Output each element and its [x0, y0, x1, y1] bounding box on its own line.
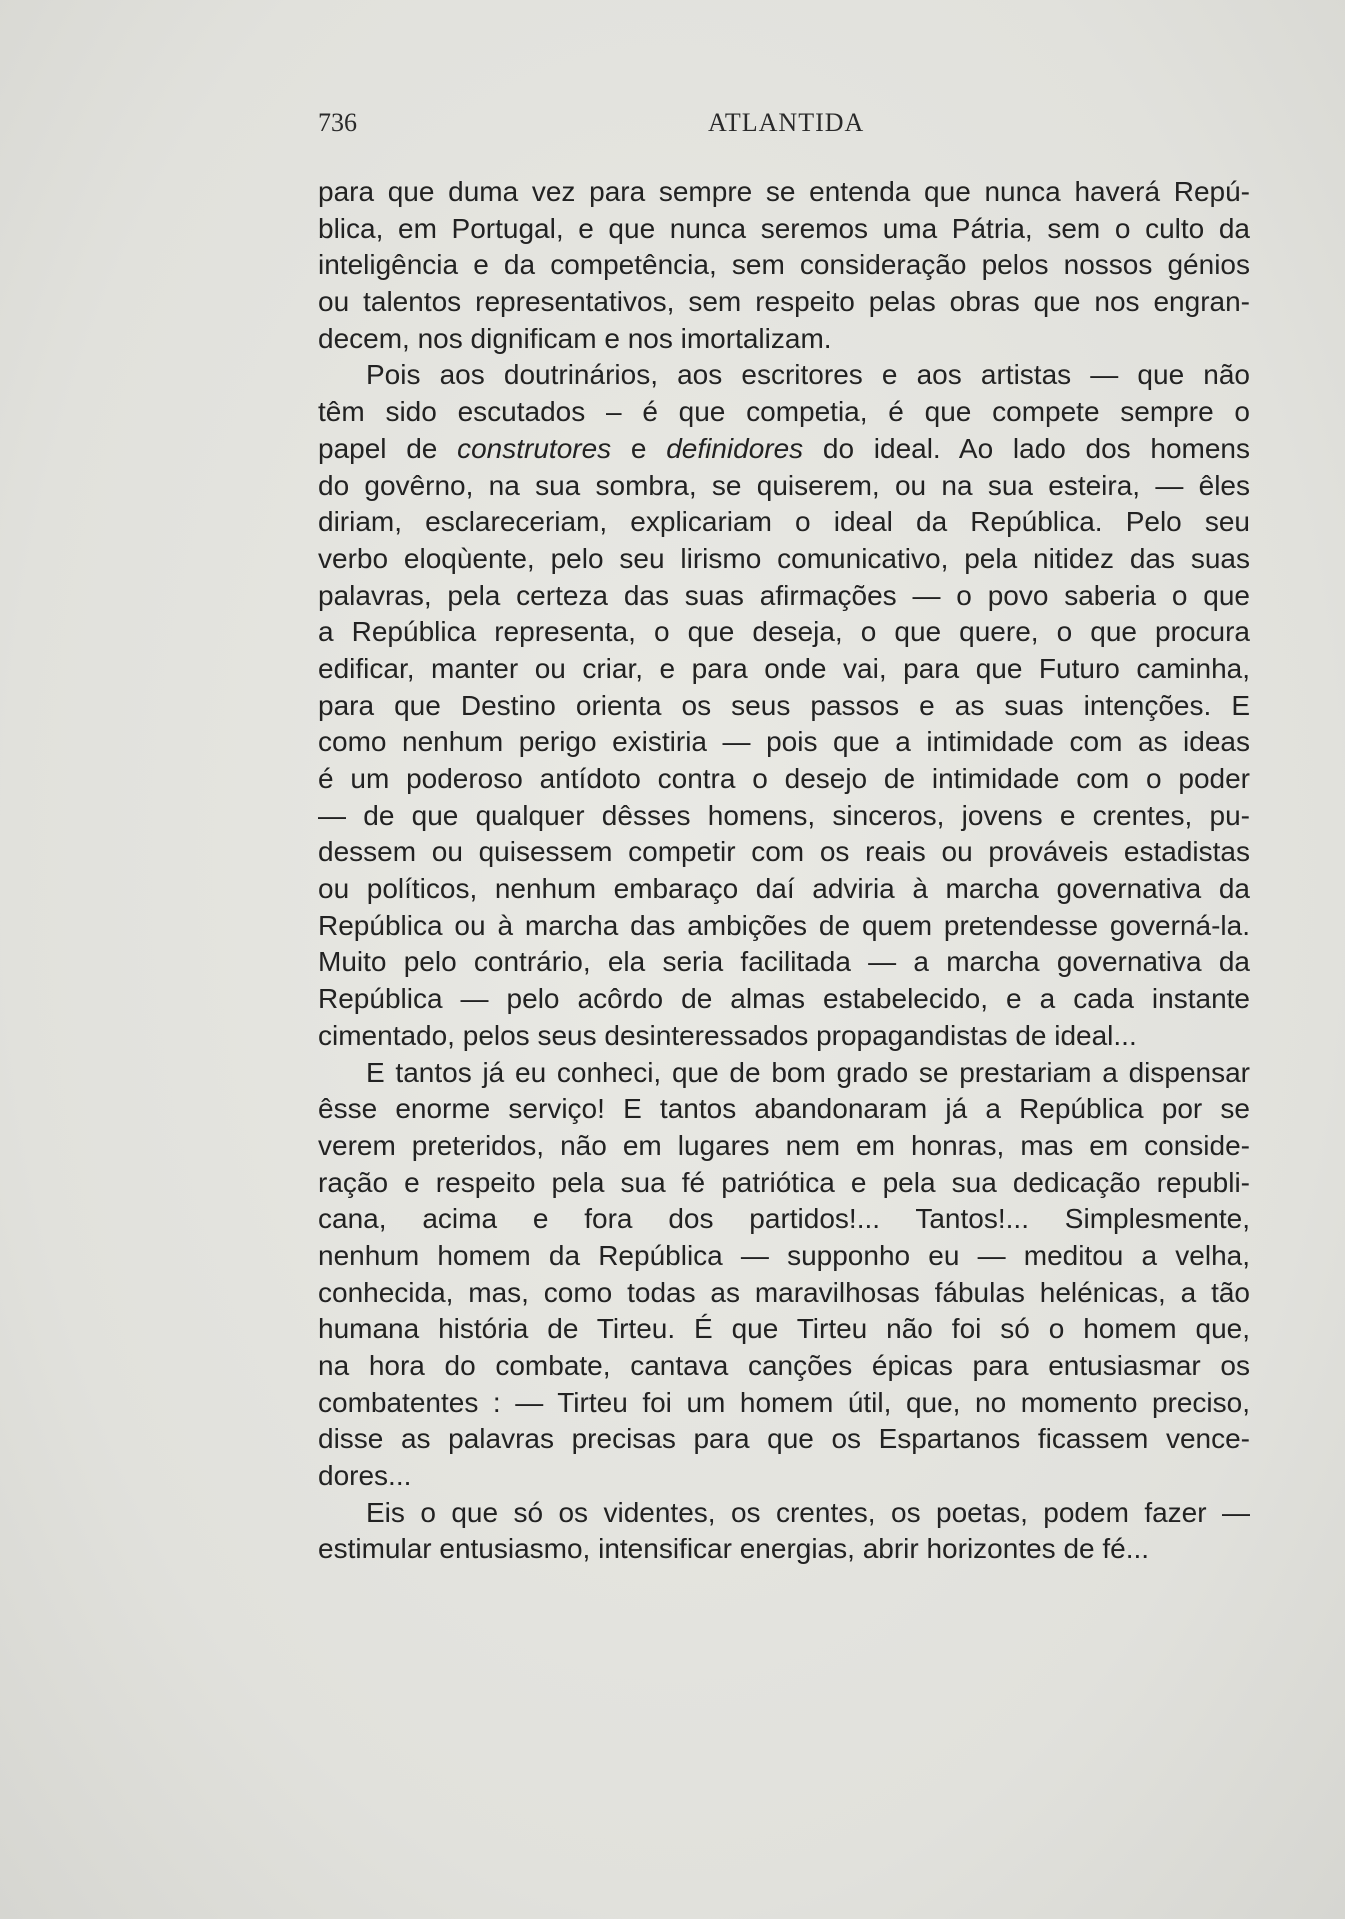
- text-line: Pois aos doutrinários, aos escritores e aos artistas — que não: [366, 359, 1250, 391]
- text-line: dores...: [318, 1460, 412, 1492]
- text-line: blica, em Portugal, e que nunca seremos uma Pátria, sem o culto da: [318, 212, 1250, 244]
- running-title: ATLANTIDA: [708, 108, 865, 137]
- page-number: 736: [318, 108, 357, 137]
- text-line: êsse enorme serviço! E tantos abandonaram já a República por se: [318, 1093, 1250, 1125]
- text-line: — de que qualquer dêsses homens, sinceros, jovens e crentes, pu-: [318, 799, 1250, 831]
- text-line: combatentes : — Tirteu foi um homem útil, que, no momento preciso,: [318, 1386, 1250, 1418]
- text-line: é um poderoso antídoto contra o desejo de intimidade com o poder: [318, 763, 1250, 794]
- text-line: humana história de Tirteu. É que Tirteu não foi só o homem que,: [318, 1313, 1250, 1345]
- text-line: República — pelo acôrdo de almas estabelecido, e a cada instante: [318, 983, 1250, 1015]
- text-line: ração e respeito pela sua fé patriótica e pela sua dedicação republi-: [318, 1166, 1250, 1198]
- body-text: [318, 174, 1250, 1568]
- text-line: papel de construtores e definidores do ideal. Ao lado dos homens: [318, 432, 1250, 464]
- paragraph: [318, 1495, 1250, 1568]
- paragraph: [318, 1055, 1250, 1495]
- text-line: estimular entusiasmo, intensificar energias, abrir horizontes de fé...: [318, 1533, 1150, 1565]
- paragraph: [318, 174, 1250, 357]
- text-line: República ou à marcha das ambições de quem pretendesse governá-la.: [318, 909, 1250, 941]
- text-line: inteligência e da competência, sem consideração pelos nossos génios: [318, 249, 1250, 281]
- text-line: Muito pelo contrário, ela seria facilitada — a marcha governativa da: [318, 946, 1250, 978]
- text-line: palavras, pela certeza das suas afirmações — o povo saberia o que: [318, 579, 1250, 611]
- paragraph: [318, 357, 1250, 1054]
- text-line: têm sido escutados – é que competia, é que compete sempre o: [318, 396, 1250, 428]
- text-line: edificar, manter ou criar, e para onde vai, para que Futuro caminha,: [318, 652, 1250, 684]
- text-line: decem, nos dignificam e nos imortalizam.: [318, 322, 832, 354]
- text-line: conhecida, mas, como todas as maravilhosas fábulas helénicas, a tão: [318, 1276, 1250, 1308]
- text-line: dessem ou quisessem competir com os reais ou prováveis estadistas: [318, 836, 1250, 868]
- text-line: cimentado, pelos seus desinteressados propagandistas de ideal...: [318, 1019, 1137, 1051]
- text-line: a República representa, o que deseja, o que quere, o que procura: [318, 616, 1250, 648]
- text-line: disse as palavras precisas para que os Espartanos ficassem vence-: [318, 1423, 1250, 1455]
- text-line: como nenhum perigo existiria — pois que a intimidade com as ideas: [318, 726, 1250, 758]
- text-line: cana, acima e fora dos partidos!... Tantos!... Simplesmente,: [318, 1203, 1250, 1235]
- text-line: verbo eloqùente, pelo seu lirismo comunicativo, pela nitidez das suas: [318, 542, 1250, 574]
- text-line: ou talentos representativos, sem respeito pelas obras que nos engran-: [318, 286, 1250, 318]
- text-line: do govêrno, na sua sombra, se quiserem, ou na sua esteira, — êles: [318, 469, 1250, 501]
- text-line: E tantos já eu conheci, que de bom grado se prestariam a dispensar: [366, 1056, 1250, 1088]
- text-line: Eis o que só os videntes, os crentes, os poetas, podem fazer —: [366, 1496, 1250, 1528]
- text-line: para que duma vez para sempre se entenda que nunca haverá Repú-: [318, 176, 1250, 207]
- text-line: para que Destino orienta os seus passos e as suas intenções. E: [318, 689, 1250, 721]
- text-line: nenhum homem da República — supponho eu — meditou a velha,: [318, 1239, 1250, 1271]
- text-line: verem preteridos, não em lugares nem em honras, mas em conside-: [318, 1129, 1250, 1161]
- page-header: [318, 108, 1250, 138]
- text-line: diriam, esclareceriam, explicariam o ideal da República. Pelo seu: [318, 506, 1250, 538]
- text-line: ou políticos, nenhum embaraço daí adviria à marcha governativa da: [318, 873, 1250, 905]
- text-line: na hora do combate, cantava canções épicas para entusiasmar os: [318, 1350, 1250, 1381]
